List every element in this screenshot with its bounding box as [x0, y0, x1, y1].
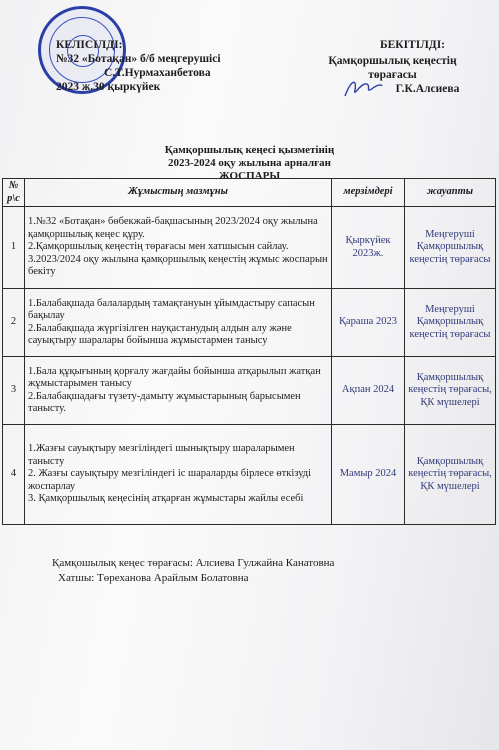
secretary-line: Хатшы: Төреханова Арайлым Болатовна	[58, 572, 249, 584]
approved-position: Қамқоршылық кеңестің	[328, 55, 457, 67]
approved-label: БЕКІТІЛДІ:	[379, 39, 446, 51]
approved-block	[300, 38, 485, 96]
row-content	[25, 207, 332, 289]
row-number: 4	[3, 425, 25, 525]
signature-icon	[343, 76, 383, 100]
agreed-position: №32 «Ботақан» б/б меңгерушісі	[56, 53, 221, 65]
signatories	[52, 556, 334, 586]
content-item: 2.Қамқоршылық кеңестің төрағасы мен хатшысын сайлау.	[28, 241, 289, 253]
content-item: 1.Балабақшада балалардың тамақтануын ұйымдастыру сапасын бақылау	[28, 297, 315, 321]
row-date: Қыркүйек 2023ж.	[332, 207, 405, 289]
row-number: 1	[3, 207, 25, 289]
row-number: 3	[3, 357, 25, 425]
approved-position-2: төрағасы	[368, 69, 417, 81]
row-content	[25, 425, 332, 525]
row-number: 2	[3, 289, 25, 357]
content-item: танысту	[28, 455, 65, 467]
agreed-block	[56, 38, 221, 94]
row-date: Қараша 2023	[332, 289, 405, 357]
content-item: 1.Жазғы сауықтыру мезгіліндегі шынықтыру шараларымен	[28, 443, 295, 455]
content-item: 3.2023/2024 оқу жылына қамқоршылық кеңестің жұмыс жоспарын бекіту	[28, 253, 328, 278]
chair-line: Қамқошылық кеңес төрағасы: Алсиева Гулжайна Канатовна	[52, 557, 335, 569]
row-responsible: Қамқоршылық кеңестің төрағасы, ҚК мүшелері	[405, 425, 496, 525]
table-row	[3, 357, 496, 425]
agreed-date: 2023 ж.30 қыркүйек	[56, 81, 161, 93]
col-date: мерзімдері	[332, 179, 405, 207]
agreed-label: КЕЛІСІЛДІ:	[56, 39, 123, 51]
row-date: Ақпан 2024	[332, 357, 405, 425]
table-row	[3, 289, 496, 357]
title-line-1: Қамқоршылық кеңесі қызметінің	[164, 144, 335, 156]
row-responsible: Меңгеруші Қамқоршылық кеңестің төрағасы	[405, 289, 496, 357]
agreed-name: С.Т.Нурмаханбетова	[104, 67, 211, 79]
content-item: 2. Жазғы сауықтыру мезгіліндегі іс шараларды бірлесе өткізуді жоспарлау	[28, 468, 312, 492]
content-item: 2.Балабақшадағы түзету-дамыту жұмыстарының барысымен танысту.	[28, 390, 301, 414]
row-content	[25, 357, 332, 425]
content-item: 3. Қамқоршылық кеңесінің атқарған жұмыстары жайлы есебі	[28, 493, 304, 505]
row-responsible: Меңгеруші Қамқоршылық кеңестің төрағасы	[405, 207, 496, 289]
plan-table	[2, 178, 496, 525]
content-item: 2.Балабақшада жүргізілген науқастанудың алдын алу және сауықтыру шаралары бойынша жұмыстармен танысу	[28, 322, 292, 346]
table-header-row	[3, 179, 496, 207]
title-line-2: 2023-2024 оқу жылына арналған	[168, 157, 331, 169]
row-content	[25, 289, 332, 357]
col-content: Жұмыстың мазмұны	[25, 179, 332, 207]
row-responsible: Қамқоршылық кеңестің төрағасы, ҚК мүшелері	[405, 357, 496, 425]
table-row	[3, 425, 496, 525]
row-date: Мамыр 2024	[332, 425, 405, 525]
title-line-3: ЖОСПАРЫ	[218, 170, 281, 182]
table-row	[3, 207, 496, 289]
approved-name: Г.К.Алсиева	[395, 83, 460, 95]
col-responsible: жауапты	[405, 179, 496, 207]
col-number: № р\с	[3, 179, 25, 207]
content-item: 1.№32 «Ботақан» бөбекжай-бақшасының 2023/2024 оқу жылына қамқоршылық кеңес құру.	[28, 216, 318, 240]
content-item: 1.Бала құқығының қорғалу жағдайы бойынша атқарылып жатқан жұмыстарымен танысу	[28, 365, 321, 389]
